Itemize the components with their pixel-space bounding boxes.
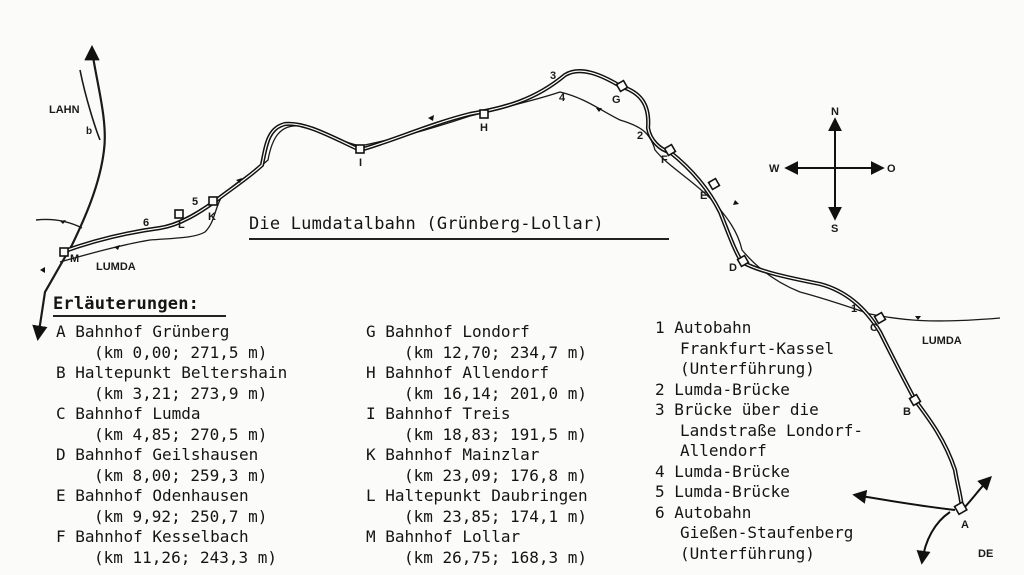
compass-s: S (831, 223, 839, 235)
legend-station-code: E (56, 486, 66, 505)
legend-station-e (56, 486, 287, 507)
compass-o: O (887, 163, 896, 175)
legend-station-detail: (km 4,85; 270,5 m) (94, 424, 268, 444)
station-marker-i (356, 145, 364, 153)
legend-station-code: A (56, 322, 66, 341)
compass (769, 106, 896, 235)
legend-stations-a (56, 322, 287, 568)
map-number-2: 2 (637, 130, 644, 142)
map-label-i: I (359, 157, 363, 169)
map-number-1: 1 (851, 303, 858, 315)
legend-numbered-item-6 (655, 503, 863, 524)
river-label-lahn: LAHN (49, 104, 80, 116)
legend-number: 2 (655, 379, 665, 399)
map-number-6: 6 (143, 217, 150, 229)
map-number-5: 5 (192, 196, 199, 208)
legend-number: 3 (655, 400, 665, 419)
map-number-3: 3 (550, 70, 557, 82)
legend-station-name: Bahnhof Treis (385, 404, 511, 423)
legend-station-code: B (56, 363, 66, 382)
map-label-f: F (661, 154, 668, 166)
legend-station-code: C (56, 404, 66, 423)
legend-numbered-item-3: Allendorf (680, 441, 767, 460)
legend-heading-underline (53, 315, 226, 317)
map-number-4: 4 (559, 92, 566, 104)
legend-station-code: D (56, 445, 66, 464)
title-underline (249, 238, 669, 240)
legend-station-name: Bahnhof Londorf (385, 322, 530, 341)
map-label-k: K (208, 211, 216, 223)
legend-station-detail: (km 8,00; 259,3 m) (94, 465, 268, 485)
compass-w: W (769, 163, 780, 175)
direction-label-de: DE (978, 548, 994, 560)
legend-number: 4 (655, 461, 665, 481)
legend-station-code: F (56, 527, 66, 546)
river-label-lumda-right: LUMDA (922, 335, 962, 347)
legend-number-text: Autobahn (674, 502, 752, 522)
map-title: Die Lumdatalbahn (Grünberg-Lollar) (249, 214, 604, 234)
legend-stations-b (366, 322, 588, 568)
legend-station-name: Bahnhof Allendorf (385, 363, 550, 382)
legend-numbered-item-2 (655, 380, 863, 401)
legend-heading: Erläuterungen: (53, 294, 200, 314)
legend-station-code: K (366, 445, 376, 464)
legend-station-c (56, 404, 287, 425)
arrow-to-west (855, 495, 955, 510)
legend-numbered-item-6: (Unterführung) (680, 543, 815, 563)
legend-numbered-item-4 (655, 462, 863, 483)
legend-station-detail: (km 23,09; 176,8 m) (404, 465, 588, 485)
map-label-m: M (70, 253, 80, 265)
station-marker-a (955, 502, 967, 514)
legend-number: 6 (655, 502, 665, 522)
legend-station-k (366, 445, 588, 466)
legend-numbered-item-3: Landstraße Londorf- (680, 420, 864, 440)
legend-station-detail: (km 18,83; 191,5 m) (404, 424, 588, 444)
legend-station-name: Bahnhof Grünberg (75, 322, 230, 341)
map-label-e: E (700, 190, 708, 202)
river-label-lahn-b: b (86, 126, 93, 137)
map-label-c: C (870, 322, 878, 334)
map-label-a: A (961, 519, 969, 531)
legend-station-detail: (km 9,92; 250,7 m) (94, 506, 268, 526)
legend-station-h (366, 363, 588, 384)
station-marker-e (709, 179, 720, 190)
legend-station-a (56, 322, 287, 343)
legend-station-d (56, 445, 287, 466)
legend-station-name: Bahnhof Odenhausen (75, 486, 249, 505)
station-marker-h (480, 110, 488, 118)
legend-station-m (366, 527, 588, 548)
legend-station-code: G (366, 322, 376, 341)
map-label-b: B (903, 406, 911, 418)
legend-station-name: Haltepunkt Daubringen (385, 486, 588, 505)
legend-station-name: Bahnhof Kesselbach (75, 527, 249, 546)
map-label-g: G (612, 94, 621, 106)
legend-station-code: H (366, 363, 376, 382)
legend-numbered-item-6: Gießen-Staufenberg (680, 523, 854, 542)
map-label-h: H (480, 122, 488, 134)
station-marker-m (60, 248, 68, 256)
legend-station-name: Bahnhof Lumda (75, 404, 201, 423)
legend-number-text: Autobahn (674, 318, 752, 337)
legend-station-detail: (km 26,75; 168,3 m) (404, 547, 588, 567)
lahn-small-channel (36, 219, 82, 228)
legend-station-name: Haltepunkt Beltershain (75, 363, 288, 382)
legend-numbered-item-1 (655, 318, 863, 339)
legend-station-detail: (km 0,00; 271,5 m) (94, 342, 268, 362)
station-marker-k (209, 197, 217, 205)
river-label-lumda-left: LUMDA (96, 261, 136, 273)
arrow-to-south (922, 512, 950, 562)
legend-number-text: Lumda-Brücke (674, 379, 790, 399)
legend-station-code: L (366, 486, 376, 505)
map-label-l: L (178, 219, 185, 231)
legend-station-detail: (km 12,70; 234,7 m) (404, 342, 588, 362)
station-marker-l (175, 210, 183, 218)
legend-station-code: I (366, 404, 376, 423)
legend-station-b (56, 363, 287, 384)
compass-n: N (831, 106, 839, 118)
legend-numbered-item-5 (655, 482, 863, 503)
legend-number-text: Brücke über die (674, 400, 819, 419)
legend-station-f (56, 527, 287, 548)
legend-number: 1 (655, 318, 665, 337)
legend-station-detail: (km 16,14; 201,0 m) (404, 383, 588, 403)
legend-numbered-item-1: Frankfurt-Kassel (680, 338, 835, 358)
legend-station-i (366, 404, 588, 425)
legend-station-code: M (366, 527, 376, 546)
legend-station-detail: (km 3,21; 273,9 m) (94, 383, 268, 403)
legend-station-g (366, 322, 588, 343)
legend-number-text: Lumda-Brücke (674, 461, 790, 481)
legend-station-name: Bahnhof Lollar (385, 527, 521, 546)
legend-number: 5 (655, 482, 665, 501)
legend-number-text: Lumda-Brücke (674, 482, 790, 501)
legend-numbered (655, 318, 863, 564)
legend-station-name: Bahnhof Geilshausen (75, 445, 259, 464)
legend-station-name: Bahnhof Mainzlar (385, 445, 540, 464)
legend-station-detail: (km 23,85; 174,1 m) (404, 506, 588, 526)
legend-station-l (366, 486, 588, 507)
legend-station-detail: (km 11,26; 243,3 m) (94, 547, 278, 567)
arrow-to-north (962, 478, 990, 510)
lumda-river (60, 92, 1000, 321)
map-label-d: D (729, 262, 737, 274)
legend-numbered-item-3 (655, 400, 863, 421)
legend-numbered-item-1: (Unterführung) (680, 359, 815, 378)
